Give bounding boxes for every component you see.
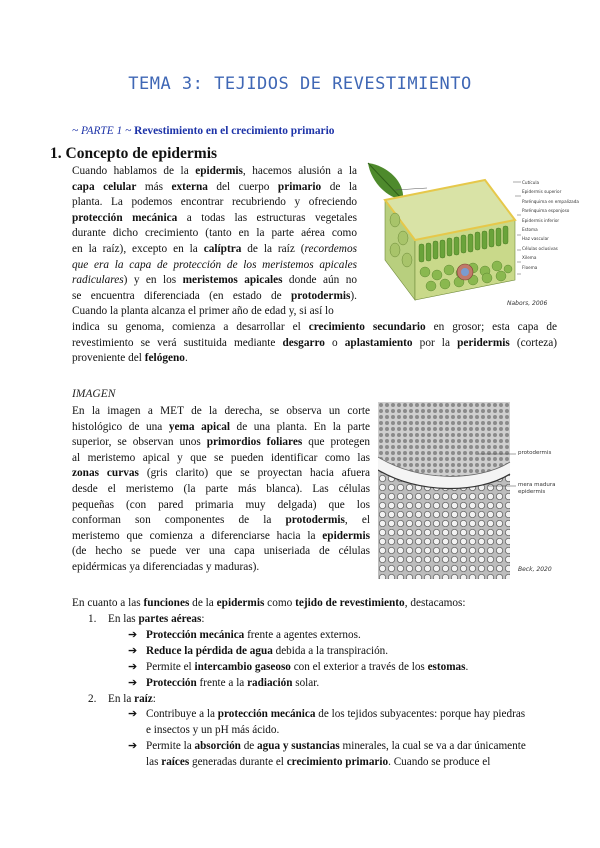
text-segment: aplastamiento [344, 336, 413, 349]
text-segment: epidermis [195, 165, 243, 177]
text-line [72, 336, 557, 352]
text-segment: En la [108, 692, 135, 705]
image-label: IMAGEN [72, 388, 116, 400]
arrow-icon: ➔ [128, 644, 138, 657]
text-segment: : [152, 692, 156, 705]
text-segment: absorción [194, 740, 241, 753]
text-segment: protodermis [285, 514, 345, 527]
text-segment: de la [189, 597, 217, 609]
text-line [72, 195, 357, 211]
text-line [72, 482, 370, 498]
text-line [72, 304, 357, 320]
text-segment: debida a la transpiración. [272, 644, 389, 657]
text-line [72, 420, 370, 436]
text-segment: calíptra [203, 242, 242, 255]
text-segment: funciones [143, 597, 190, 609]
text-segment: meristemos apicales [182, 274, 283, 287]
text-segment: (gris clarito) que se proyectan hacia afuera [138, 467, 370, 480]
text-segment: de la [321, 180, 357, 193]
list-item [128, 644, 558, 660]
fig2-label-protodermis: protodermis [518, 450, 552, 456]
text-segment: proveniente del [72, 352, 145, 365]
text-line [72, 273, 357, 289]
met-micrograph-figure [378, 402, 561, 579]
text-segment: primario [277, 180, 322, 193]
met-image-paragraph [72, 404, 370, 576]
text-segment: que era la capa de protección de los meristemos apicales [72, 258, 357, 271]
fig2-label-epidermis: mera madura epidermis [518, 482, 556, 495]
functions-intro [72, 596, 557, 612]
text-segment: radiación [247, 676, 293, 689]
list-item [128, 660, 558, 676]
text-segment: a todas las estructuras vegetales [177, 211, 357, 224]
arrow-icon: ➔ [128, 708, 138, 721]
text-segment: partes aéreas [138, 613, 202, 625]
text-line [72, 242, 357, 258]
text-segment: peridermis [457, 336, 510, 349]
leaf-icon [368, 163, 403, 200]
fig1-label: Células oclusivas [522, 245, 558, 251]
text-segment: se encuentra diferenciada (en estado de [72, 289, 291, 302]
text-line [72, 466, 370, 482]
fig1-label: Epidermis superior [522, 189, 562, 195]
text-segment: protodermis [290, 289, 351, 302]
text-segment: : [201, 613, 205, 625]
text-segment: radiculares [72, 274, 124, 287]
text-segment: , hacemos alusión a la [242, 165, 357, 177]
text-line [72, 320, 557, 336]
text-segment: (de hecho se puede ver una capa uniseriada de células [72, 545, 370, 558]
text-segment: capa celular [72, 180, 137, 193]
list-item [128, 676, 558, 692]
text-segment: felógeno [144, 352, 185, 365]
text-segment: de los tejidos subyacentes: porque hay piedras [315, 708, 526, 721]
text-line [72, 513, 370, 529]
fig2-credit: Beck, 2020 [518, 566, 552, 573]
text-segment: del cuerpo [207, 180, 278, 193]
text-segment: . Cuando se produce el [388, 756, 491, 769]
functions-list [72, 612, 562, 772]
text-segment: conforman son componentes de la [72, 514, 286, 527]
text-segment: pequeñas (con pared primaria muy delgada) que los [72, 498, 370, 511]
text-line [72, 226, 357, 242]
text-line [72, 258, 357, 274]
text-segment: e insectos y un pH más ácido. [146, 724, 280, 737]
text-segment: como [264, 597, 296, 609]
text-segment: epidérmicas ya diferenciadas y maduras). [72, 560, 260, 573]
fig1-label: Parénquima esponjoso [522, 208, 570, 214]
list-number: 1. [88, 613, 97, 625]
text-segment: protección mecánica [217, 708, 316, 721]
text-segment: ) y en los [123, 274, 183, 287]
section-heading: 1. Concepto de epidermis [50, 145, 218, 162]
text-segment: al meristemo apical y que se pueden identificar como las [72, 451, 370, 464]
text-segment: desde el meristemo (la parte más blanca). Las células [72, 482, 370, 495]
text-segment: donde aún no [282, 274, 357, 287]
text-segment: Cuando la planta alcanza el primer año de edad y, si así lo [72, 305, 334, 318]
fig1-label: Epidermis inferior [522, 217, 560, 223]
text-segment: frente a la [196, 676, 248, 689]
text-line [72, 211, 357, 227]
text-segment: Reduce la pérdida de agua [146, 644, 273, 657]
text-segment: En la imagen a MET de la derecha, se observa un corte [72, 405, 370, 417]
text-line [72, 289, 357, 305]
text-segment: Contribuye a la [146, 708, 218, 721]
text-segment: agua y sustancias [257, 740, 340, 753]
part-heading [72, 125, 334, 137]
text-segment: minerales, la cual se va a dar únicamente [339, 740, 526, 753]
text-segment: revestimiento se verá sustituida mediante [72, 336, 283, 349]
list-item [128, 628, 558, 644]
text-segment: (corteza) [509, 336, 557, 349]
text-segment: planta. La podemos encontrar recubriendo y ofreciendo [72, 196, 357, 209]
leaf-cross-section-figure [365, 160, 579, 315]
text-segment: por la [412, 336, 458, 349]
secondary-growth-paragraph [72, 320, 557, 367]
fig1-label: Estoma [522, 227, 538, 233]
text-segment: epidermis [216, 597, 265, 609]
part-prefix: ~ PARTE 1 ~ [72, 125, 132, 137]
text-segment: En cuanto a las [72, 597, 144, 609]
text-segment: Permite la [146, 740, 195, 753]
list-item [128, 707, 558, 723]
text-segment: protección mecánica [72, 211, 178, 224]
text-line [72, 351, 557, 367]
fig1-label: Floema [522, 264, 538, 270]
text-line [72, 498, 370, 514]
text-segment: . [465, 660, 469, 673]
text-segment: Protección mecánica [146, 628, 245, 641]
text-segment: raíces [161, 756, 190, 769]
text-segment: meristemo que comienza a diferenciarse hacia la [72, 529, 323, 542]
text-segment: más [136, 180, 172, 193]
text-segment: las [146, 756, 162, 769]
text-segment: indica su genoma, comienza a desarrollar el [72, 321, 309, 333]
text-segment: externa [171, 180, 208, 193]
fig1-label: Parénquima en empalizada [522, 198, 579, 204]
list-item [146, 755, 490, 771]
fig1-label: Xilema [522, 255, 537, 261]
text-segment: recordemos [304, 242, 358, 255]
fig1-credit: Nabors, 2006 [507, 300, 548, 307]
text-segment: epidermis [322, 529, 370, 542]
list-number: 2. [88, 692, 97, 705]
text-segment: zonas curvas [72, 467, 139, 480]
text-line [72, 404, 370, 420]
text-segment: o [324, 336, 345, 349]
text-segment: durante dicho crecimiento (tanto en la parte aérea como [72, 227, 357, 240]
text-segment: Permite el [146, 660, 195, 673]
text-segment: crecimiento secundario [308, 321, 426, 333]
text-segment: superior, se observan unos [72, 436, 207, 449]
text-line [72, 544, 370, 560]
text-segment: crecimiento primario [286, 756, 389, 769]
text-segment: en grosor; esta capa de [425, 321, 557, 333]
text-line [72, 560, 370, 576]
part-label: Revestimiento en el crecimiento primario [134, 125, 335, 137]
page-title: TEMA 3: TEJIDOS DE REVESTIMIENTO [128, 74, 472, 94]
text-segment: primordios foliares [206, 436, 303, 449]
list-item [146, 723, 279, 739]
text-line [72, 180, 357, 196]
text-segment: . [184, 352, 188, 365]
text-segment: desgarro [282, 336, 325, 349]
text-segment: Protección [146, 676, 197, 689]
text-segment: que protegen [302, 436, 370, 449]
list-item [128, 739, 558, 755]
text-line [72, 451, 370, 467]
text-segment: , destacamos: [404, 597, 466, 609]
text-segment: en la raíz), excepto en la [72, 242, 204, 255]
arrow-icon: ➔ [128, 628, 138, 641]
text-segment: intercambio gaseoso [194, 660, 291, 673]
text-line [72, 529, 370, 545]
arrow-icon: ➔ [128, 740, 138, 753]
text-segment: tejido de revestimiento [295, 597, 405, 609]
list-item [88, 612, 204, 628]
arrow-icon: ➔ [128, 660, 138, 673]
text-segment: estomas [427, 660, 466, 673]
fig1-label: Haz vascular [522, 236, 549, 242]
text-segment: raíz [134, 692, 153, 705]
epidermis-definition-paragraph [72, 164, 357, 320]
text-segment: solar. [292, 676, 320, 689]
text-line [72, 164, 357, 180]
fig1-label: Cutícula [522, 180, 540, 185]
text-segment: de [240, 740, 258, 753]
text-segment: Cuando hablamos de la [72, 165, 196, 177]
text-segment: , el [344, 514, 370, 527]
text-segment: ). [350, 289, 357, 302]
text-segment: yema apical [168, 420, 230, 433]
text-segment: con el exterior a través de los [290, 660, 428, 673]
text-segment: frente a agentes externos. [244, 628, 361, 641]
text-segment: de una planta. En la parte [230, 420, 371, 433]
list-item [88, 692, 156, 708]
text-line [72, 435, 370, 451]
text-segment: de la raíz ( [241, 242, 305, 255]
text-segment: En las [108, 613, 139, 625]
text-segment: histológico de una [72, 420, 169, 433]
text-segment: generadas durante el [189, 756, 287, 769]
arrow-icon: ➔ [128, 676, 138, 689]
